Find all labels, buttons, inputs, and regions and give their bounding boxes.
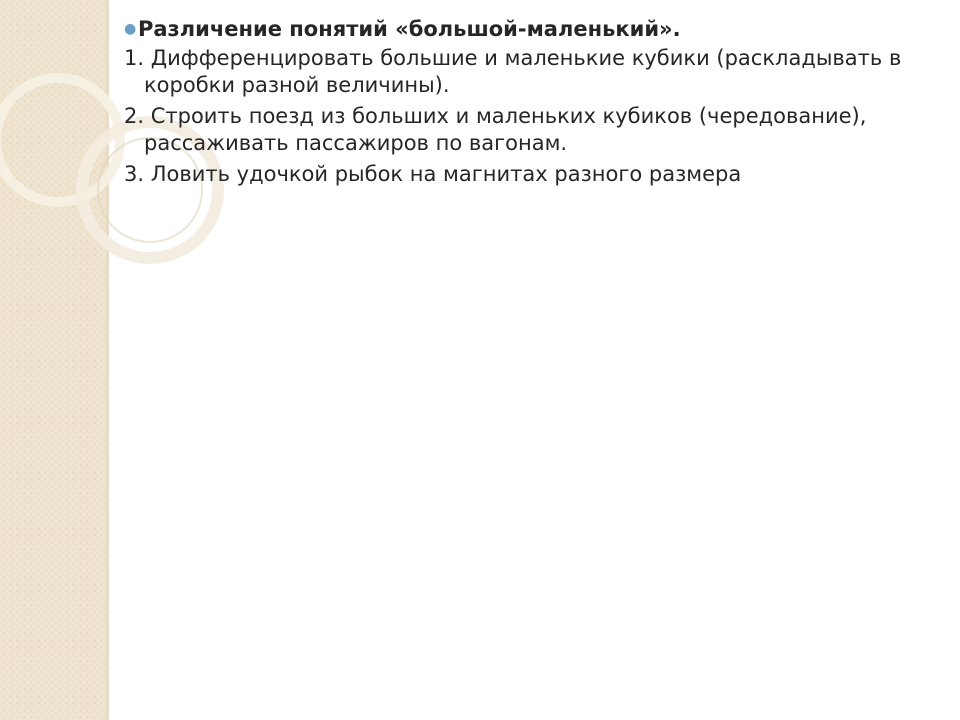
- slide-content: [124, 16, 950, 192]
- heading-text: Различение понятий «большой-маленький».: [138, 17, 681, 41]
- bullet-dot-icon: ●: [124, 21, 137, 37]
- paragraph-3: 2. Строить поезд из больших и маленьких кубиков (чередование), рассаживать пассажиров по вагонам.: [124, 104, 867, 155]
- paragraph-5: 3. Ловить удочкой рыбок на магнитах разного размера: [124, 162, 742, 186]
- slide-heading: [124, 16, 950, 43]
- paragraph-1: 1. Дифференцировать большие и маленькие кубики (раскладывать в коробки разной величины).: [124, 46, 902, 97]
